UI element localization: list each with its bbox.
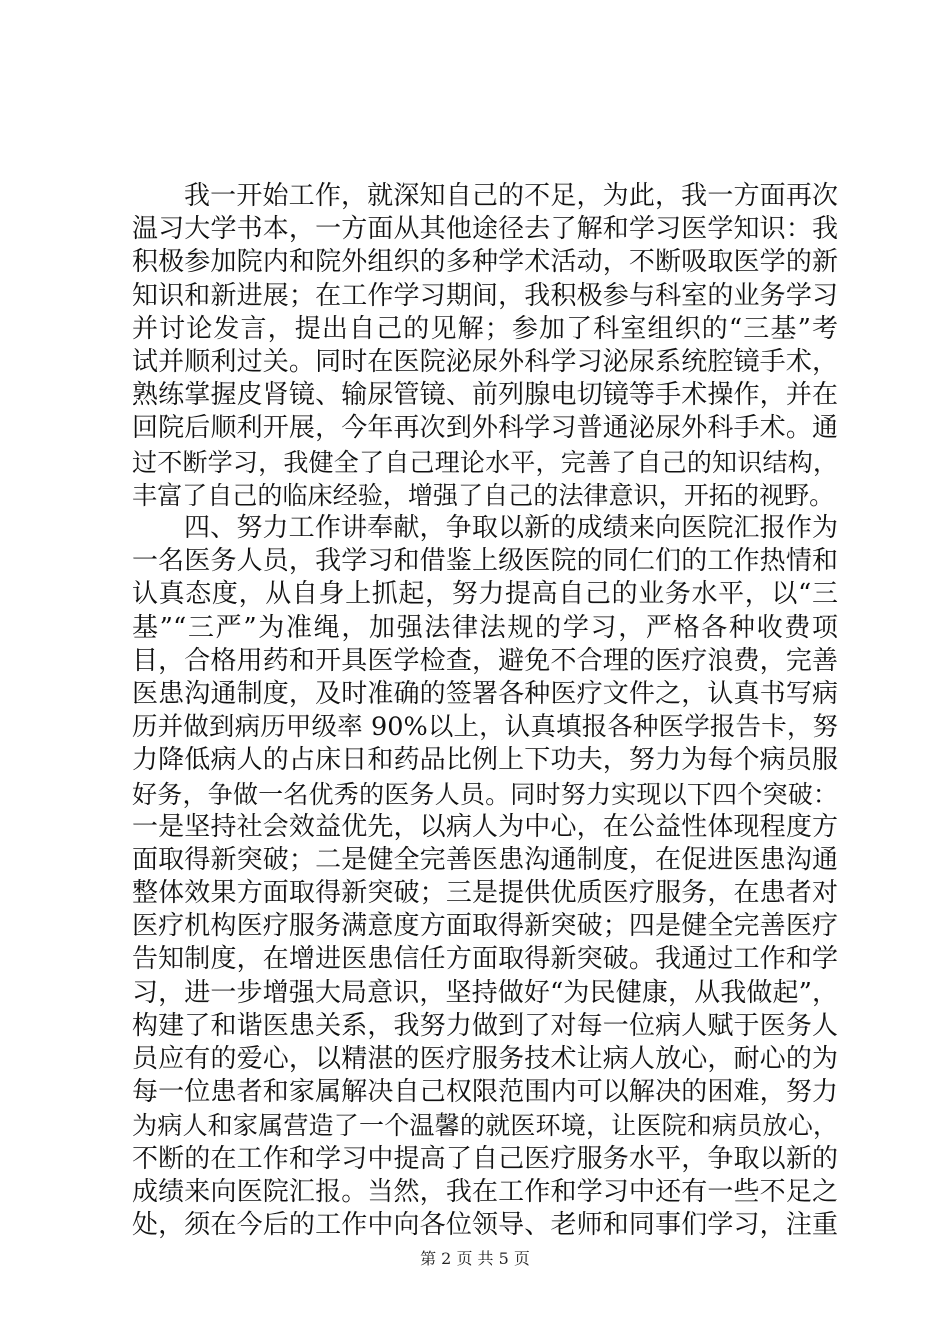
paragraph-line: 熟练掌握皮肾镜、输尿管镜、前列腺电切镜等手术操作，并在 bbox=[132, 380, 838, 411]
paragraph-line: 成绩来向医院汇报。当然，我在工作和学习中还有一些不足之 bbox=[132, 1176, 838, 1207]
paragraph-line: 告知制度，在增进医患信任方面取得新突破。我通过工作和学 bbox=[132, 944, 838, 975]
paragraph-2 bbox=[132, 512, 838, 1242]
paragraph-line: 我一开始工作，就深知自己的不足，为此，我一方面再次 bbox=[184, 181, 838, 211]
paragraph-line: 整体效果方面取得新突破；三是提供优质医疗服务，在患者对 bbox=[132, 878, 838, 909]
paragraph-line: 四、努力工作讲奉献，争取以新的成绩来向医院汇报作为 bbox=[184, 513, 838, 543]
paragraph-line: 为病人和家属营造了一个温馨的就医环境，让医院和病员放心， bbox=[132, 1111, 838, 1141]
paragraph-line: 一是坚持社会效益优先，以病人为中心，在公益性体现程度方 bbox=[132, 811, 838, 842]
paragraph-line: 试并顺利过关。同时在医院泌尿外科学习泌尿系统腔镜手术， bbox=[132, 346, 838, 377]
paragraph-line: 并讨论发言，提出自己的见解；参加了科室组织的“三基”考 bbox=[132, 313, 838, 344]
paragraph-line: 员应有的爱心，以精湛的医疗服务技术让病人放心，耐心的为 bbox=[132, 1044, 838, 1074]
paragraph-line: 构建了和谐医患关系，我努力做到了对每一位病人赋于医务人 bbox=[132, 1010, 838, 1041]
paragraph-line: 好务，争做一名优秀的医务人员。同时努力实现以下四个突破： bbox=[132, 779, 838, 809]
paragraph-line: 每一位患者和家属解决自己权限范围内可以解决的困难，努力 bbox=[132, 1077, 838, 1108]
page-number-footer: 第 2 页 共 5 页 bbox=[420, 1249, 530, 1268]
paragraph-line: 丰富了自己的临床经验，增强了自己的法律意识，开拓的视野。 bbox=[132, 480, 835, 510]
paragraph-line: 医患沟通制度，及时准确的签署各种医疗文件之，认真书写病 bbox=[132, 678, 838, 709]
paragraph-line: 不断的在工作和学习中提高了自己医疗服务水平，争取以新的 bbox=[132, 1143, 838, 1174]
paragraph-line: 力降低病人的占床日和药品比例上下功夫，努力为每个病员服 bbox=[132, 745, 838, 776]
paragraph-1 bbox=[132, 180, 838, 512]
paragraph-line: 目，合格用药和开具医学检查，避免不合理的医疗浪费，完善 bbox=[132, 645, 838, 676]
paragraph-line: 回院后顺利开展，今年再次到外科学习普通泌尿外科手术。通 bbox=[132, 413, 838, 444]
paragraph-line: 历并做到病历甲级率 90%以上，认真填报各种医学报告卡，努 bbox=[132, 712, 838, 743]
paragraph-line: 知识和新进展；在工作学习期间，我积极参与科室的业务学习 bbox=[132, 280, 838, 311]
paragraph-line: 处，须在今后的工作中向各位领导、老师和同事们学习，注重 bbox=[132, 1209, 838, 1240]
paragraph-line: 基”“三严”为准绳，加强法律法规的学习，严格各种收费项 bbox=[132, 612, 838, 643]
paragraph-line: 认真态度，从自身上抓起，努力提高自己的业务水平，以“三 bbox=[132, 579, 838, 610]
paragraph-line: 面取得新突破；二是健全完善医患沟通制度，在促进医患沟通 bbox=[132, 844, 838, 875]
paragraph-line: 积极参加院内和院外组织的多种学术活动，不断吸取医学的新 bbox=[132, 247, 838, 278]
paragraph-line: 习，进一步增强大局意识，坚持做好“为民健康，从我做起”， bbox=[132, 977, 838, 1008]
paragraph-line: 一名医务人员，我学习和借鉴上级医院的同仁们的工作热情和 bbox=[132, 546, 838, 577]
paragraph-line: 医疗机构医疗服务满意度方面取得新突破；四是健全完善医疗 bbox=[132, 911, 838, 942]
paragraph-line: 温习大学书本，一方面从其他途径去了解和学习医学知识：我 bbox=[132, 214, 838, 245]
paragraph-line: 过不断学习，我健全了自己理论水平，完善了自己的知识结构， bbox=[132, 447, 838, 477]
